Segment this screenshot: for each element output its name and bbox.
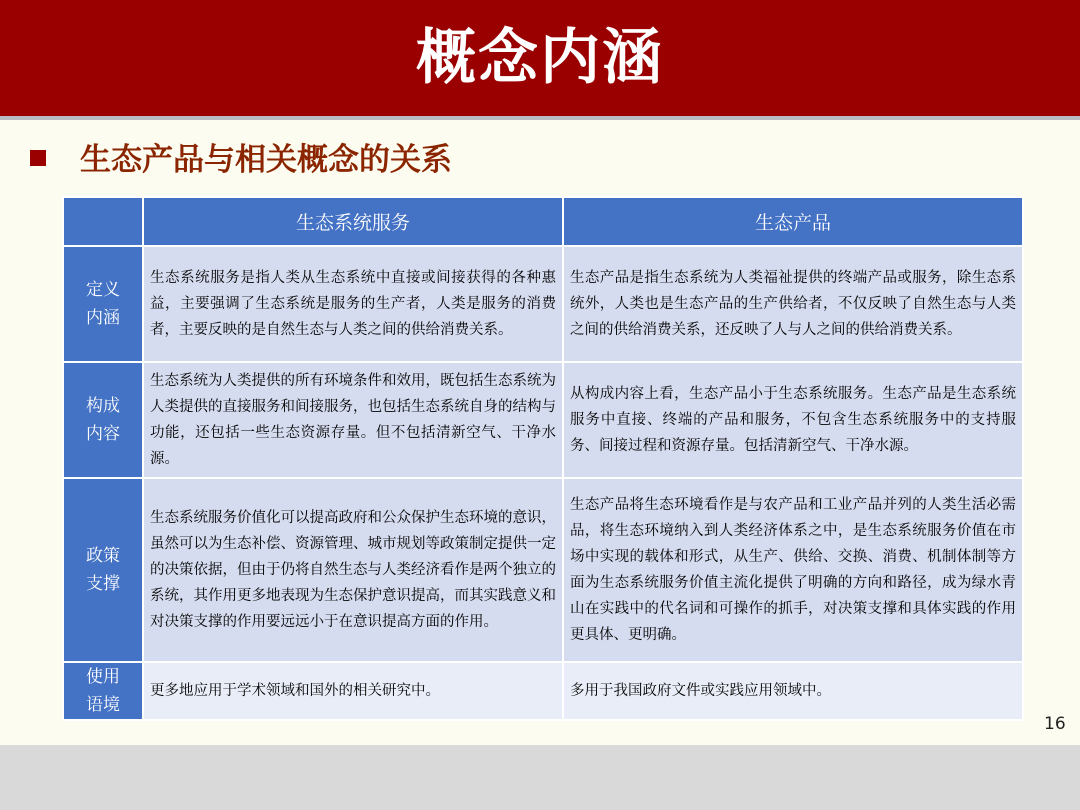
row-header (63, 246, 143, 362)
table-cell: 生态产品将生态环境看作是与农产品和工业产品并列的人类生活必需品，将生态环境纳入到人类经济体系之中，是生态系统服务价值在市场中实现的载体和形式，从生产、供给、交换、消费、机制体制等方面为生态系统服务价值主流化提供了明确的方向和路径，成为绿水青山在实践中的代名词和可操作的抓手，对决策支撑和具体实践的作用更具体、更明确。 (563, 478, 1023, 662)
table-cell: 从构成内容上看，生态产品小于生态系统服务。生态产品是生态系统服务中直接、终端的产品和服务，不包含生态系统服务中的支持服务、间接过程和资源存量。包括清新空气、干净水源。 (563, 362, 1023, 478)
square-bullet-icon (30, 150, 46, 166)
row-label: 使用 (86, 667, 120, 687)
table-cell: 生态系统为人类提供的所有环境条件和效用，既包括生态系统为人类提供的直接服务和间接服务，也包括生态系统自身的结构与功能，还包括一些生态资源存量。但不包括清新空气、干净水源。 (143, 362, 563, 478)
page-number: 16 (1044, 714, 1066, 734)
comparison-table (62, 196, 1024, 721)
page-title: 概念内涵 (416, 23, 664, 93)
header-divider (0, 116, 1080, 120)
row-label: 构成 (86, 396, 120, 416)
table-cell: 生态产品是指生态系统为人类福祉提供的终端产品或服务，除生态系统外，人类也是生态产品的生产供给者，不仅反映了自然生态与人类之间的供给消费关系，还反映了人与人之间的供给消费关系。 (563, 246, 1023, 362)
table-corner-cell (63, 197, 143, 246)
row-header (63, 478, 143, 662)
table-row (63, 246, 1023, 362)
table-cell: 生态系统服务价值化可以提高政府和公众保护生态环境的意识，虽然可以为生态补偿、资源管理、城市规划等政策制定提供一定的决策依据，但由于仍将自然生态与人类经济看作是两个独立的系统，其作用更多地表现为生态保护意识提高，而其实践意义和对决策支撑的作用要远远小于在意识提高方面的作用。 (143, 478, 563, 662)
table-cell: 生态系统服务是指人类从生态系统中直接或间接获得的各种惠益，主要强调了生态系统是服务的生产者，人类是服务的消费者，主要反映的是自然生态与人类之间的供给消费关系。 (143, 246, 563, 362)
row-label: 内涵 (86, 308, 120, 328)
row-header (63, 362, 143, 478)
column-header-service: 生态系统服务 (143, 197, 563, 246)
section-subtitle: 生态产品与相关概念的关系 (80, 142, 452, 178)
table-header-row (63, 197, 1023, 246)
table-row (63, 362, 1023, 478)
row-label: 内容 (86, 424, 120, 444)
table-cell: 更多地应用于学术领域和国外的相关研究中。 (143, 662, 563, 720)
row-label: 定义 (86, 280, 120, 300)
row-label: 政策 (86, 546, 120, 566)
row-label: 支撑 (86, 574, 120, 594)
column-header-product: 生态产品 (563, 197, 1023, 246)
table-row (63, 662, 1023, 720)
row-header (63, 662, 143, 720)
row-label: 语境 (86, 695, 120, 715)
table-cell: 多用于我国政府文件或实践应用领域中。 (563, 662, 1023, 720)
table-row (63, 478, 1023, 662)
